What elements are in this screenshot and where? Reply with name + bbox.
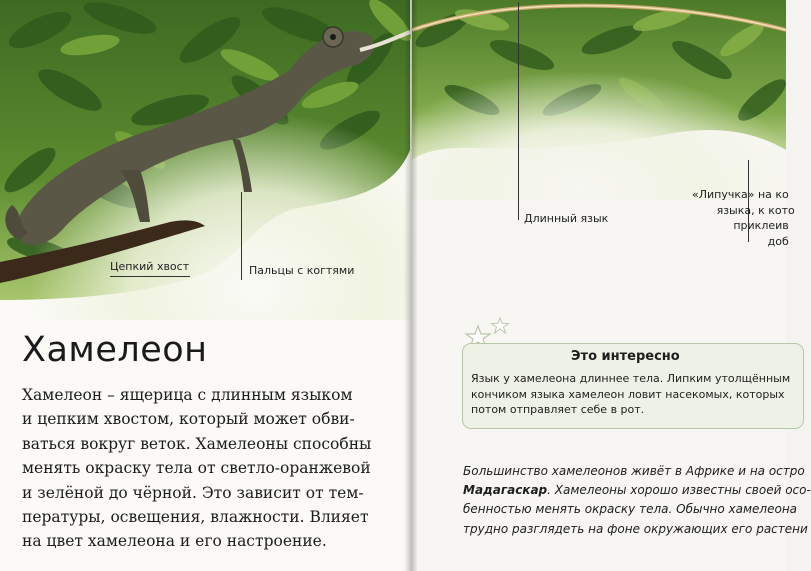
bold-word: Мадагаскар (463, 483, 548, 498)
tongue-leader-line (518, 2, 519, 220)
book-gutter (404, 0, 418, 571)
body-text (22, 383, 392, 554)
body-line: на цвет хамелеона и его настроение. (22, 532, 327, 551)
italic-line: Большинство хамелеонов живёт в Африке и на остро (463, 464, 805, 478)
italic-line: трудно разглядеть на фоне окружающих его растени (463, 521, 808, 536)
italic-line-rest: . Хамелеоны хорошо известны своей осо- (547, 483, 811, 498)
claws-leader-line (241, 192, 242, 280)
tail-leader-line (110, 276, 190, 277)
fun-fact-text (471, 371, 790, 418)
fun-fact-line: кончиком языка хамелеон ловит насекомых, которых (471, 387, 785, 401)
tail-label: Цепкий хвост (110, 260, 190, 273)
note-line: приклеив (733, 219, 789, 232)
italic-line-bold (463, 481, 811, 500)
fun-fact-line: потом отправляет себе в рот. (471, 403, 645, 416)
page-title: Хамелеон (22, 330, 208, 370)
sticky-tongue-note (692, 187, 795, 249)
jungle-illustration-right (412, 0, 786, 200)
fun-fact-line: Язык у хамелеона длиннее тела. Липким утолщённым (471, 372, 791, 385)
italic-description (463, 462, 811, 539)
body-line: ваться вокруг веток. Хамелеоны способны (22, 434, 372, 453)
italic-line: бенностью менять окраску тела. Обычно хамелеона (463, 502, 798, 517)
body-line: Хамелеон – ящерица с длинным языком (22, 386, 353, 404)
body-line: и зелёной до чёрной. Это зависит от тем- (22, 483, 364, 502)
body-line: пературы, освещения, влажности. Влияет (22, 508, 369, 527)
fun-fact-title: Это интересно (571, 349, 680, 364)
tongue-label: Длинный язык (524, 212, 609, 225)
note-line: «Липучка» на ко (692, 188, 789, 201)
claws-label: Пальцы с когтями (249, 264, 355, 277)
body-line: и цепким хвостом, который может обви- (22, 410, 355, 429)
note-line: языка, к кото (716, 203, 795, 217)
star-icon (491, 317, 509, 334)
body-line: менять окраску тела от светло-оранжевой (22, 459, 371, 478)
fun-fact-box (462, 343, 804, 429)
note-line: доб (767, 234, 789, 248)
